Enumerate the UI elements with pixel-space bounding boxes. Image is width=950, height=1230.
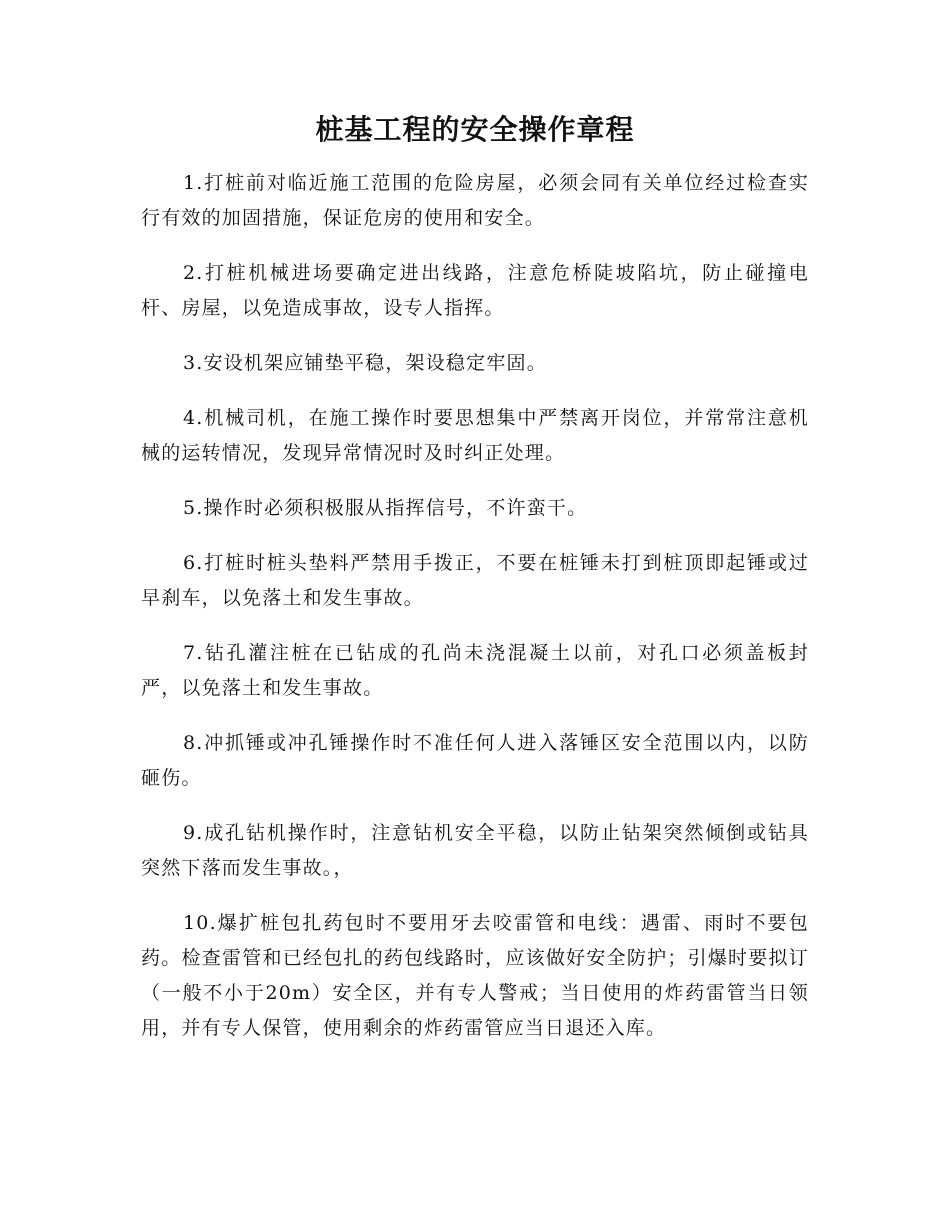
regulation-item-8: 8.冲抓锤或冲孔锤操作时不准任何人进入落锤区安全范围以内，以防砸伤。	[141, 732, 809, 789]
regulation-item-2: 2.打桩机械进场要确定进出线路，注意危桥陡坡陷坑，防止碰撞电杆、房屋，以免造成事故，设专人指挥。	[141, 262, 809, 319]
document-title: 桩基工程的安全操作章程	[315, 113, 635, 146]
regulation-list	[141, 166, 809, 1066]
regulation-item-4: 4.机械司机，在施工操作时要思想集中严禁离开岗位，并常常注意机械的运转情况，发现异常情况时及时纠正处理。	[141, 407, 809, 464]
regulation-item-10: 10.爆扩桩包扎药包时不要用牙去咬雷管和电线：遇雷、雨时不要包药。检查雷管和已经包扎的药包线路时，应该做好安全防护；引爆时要拟订（一般不小于20m）安全区，并有专人警戒；当日使用的炸药雷管当日领用，并有专人保管，使用剩余的炸药雷管应当日退还入库。	[141, 912, 809, 1039]
regulation-item-3: 3.安设机架应铺垫平稳，架设稳定牢固。	[183, 352, 547, 374]
regulation-item-6: 6.打桩时桩头垫料严禁用手拨正，不要在桩锤未打到桩顶即起锤或过早刹车，以免落土和发生事故。	[141, 552, 809, 609]
regulation-item-1: 1.打桩前对临近施工范围的危险房屋，必须会同有关单位经过检查实行有效的加固措施，保证危房的使用和安全。	[141, 172, 809, 229]
regulation-item-5: 5.操作时必须积极服从指挥信号，不许蛮干。	[183, 497, 588, 519]
regulation-item-7: 7.钻孔灌注桩在已钻成的孔尚未浇混凝土以前，对孔口必须盖板封严，以免落土和发生事故。	[141, 642, 809, 699]
regulation-item-9: 9.成孔钻机操作时，注意钻机安全平稳，以防止钻架突然倾倒或钻具突然下落而发生事故。，	[141, 822, 809, 879]
